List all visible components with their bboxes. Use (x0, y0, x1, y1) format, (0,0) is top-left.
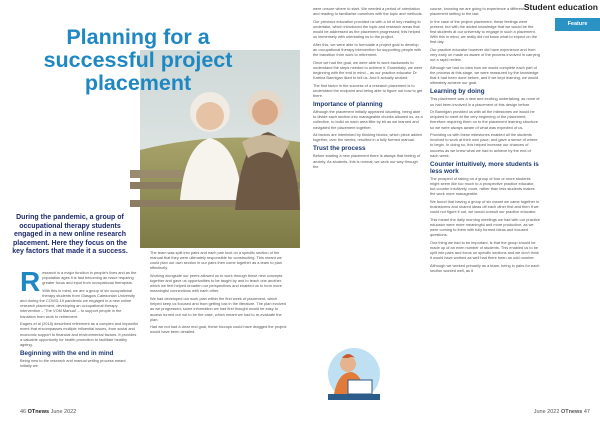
col3-p10: This meant the daily morning meetings we had with our practice educator were more meaningful and more productive, as we were coming to them with fully formed ideas and focused questions. (430, 216, 540, 238)
section-label: Student education (523, 2, 598, 12)
col2-p8: We had developed our work plan within the first week of placement, which helped keep us focused and from getting lost in the literature. The plan evolved as we progressed; some information we had first thought would be easy to access turned out not to be the case, which meant we had to re-evaluate the plan. (150, 296, 286, 322)
col3-heading-2: Counter intuitively, more students is less work (430, 160, 539, 175)
col2-p7: Working alongside our peers allowed us to work through these new concepts together and gave us opportunities to be taught by and to teach one another, which we feel helped broaden our perspectives and enabled us to form more meaningful connections with each other. (150, 273, 283, 294)
footer-left-page: 46 (20, 409, 27, 415)
column-2 (150, 250, 288, 337)
feature-tab (555, 18, 600, 31)
col2-p2: Our previous education provided us with a lot of key reading to undertake, which introduced the topic and research areas that would be addressed as the placement progressed; this helped us immensely with orientating us to the project. (313, 18, 421, 40)
footer-right-mag: OTnews (560, 409, 583, 415)
drop-cap: R (20, 266, 41, 297)
col2-p5: The first factor in the success of a research placement is to understand the endpoint and being able to figure out how to get there. (313, 82, 423, 98)
column-3 (430, 6, 540, 275)
col2-p11: All factors are interlinked by thinking blocks, which piece added together, over the weeks, resulted in a fully formed manual. (313, 132, 422, 143)
lead-paragraph: During the pandemic, a group of occupational therapy students engaged in a new online research placement. Here they focus on the key factors that made it a success. (12, 214, 128, 256)
footer-left (20, 409, 76, 415)
title-line-3: placement (84, 71, 192, 95)
col3-p12: Although we worked primarily as a team, being in pairs for each section worked well, as it (430, 262, 540, 273)
column-1 (20, 266, 138, 371)
title-line-2: successful project (43, 48, 233, 72)
col3-p9: We found that having a group of six meant we came together in brainstorms and shared ideas off each other first and then if we could not figure it out, we would consult our practice educator. (430, 198, 540, 215)
col2-p10: Although the placement initially appeared daunting, being able to divide each section into manageable chunks allowed us, as a collective, to build on each area little by bit as we learned and navigated the placement together. (313, 109, 423, 130)
feature-tab-label: Feature (567, 21, 588, 27)
col3-p6: Dr Bannigan provided us with all the milestones we would be required to meet at the very beginning of the placement, therefore requiring them on to the placement learning structure so we were always aware of what was expected of us. (430, 109, 538, 130)
footer-left-date: June 2022 (50, 409, 77, 415)
col2-p4: Once we had the goal, we were able to work backwards to understand the steps needed to achieve it. Essentially, we were beginning with the end in mind – as our practice educator Dr Katrina Bannigan liked to tell us. And it actually worked. (313, 59, 423, 81)
col1-p1: esearch is a major function in people's lives and as the population ages it is fast becoming an issue requiring greater focus and input from occupational therapists. (42, 270, 137, 286)
col3-p1: course, knowing we are going to experience a different placement setting to the last. (430, 6, 525, 17)
footer-right (470, 409, 590, 415)
col1-p3: Eagers et al (2018) described retirement as a complex and impactful event that encompasses multiple influential issues, from social and economic support to financial and environmental factors. It provides a valuable opportunity for health promotion to facilitate healthy ageing. (20, 321, 138, 347)
footer-left-mag: OTnews (27, 409, 50, 415)
col3-p5: This placement was a new and exciting undertaking, as none of us had been involved in a placement of this design before. (430, 96, 540, 107)
title-line-1: Planning for a (66, 25, 210, 49)
col3-p3: Our practice educator however did have experience and from very early on made us aware of the process involved in carrying out a rapid review. (430, 46, 540, 63)
col3-p2: In the case of the project placement, these feelings were present, but with the added knowledge that we would be the first students at our university to engage in such a placement. With this in mind, we really did not know what to expect on the first day. (430, 18, 538, 45)
col2-p9: Had we not had a clear end goal, these hiccups could have dragged the project would have been derailed. (150, 324, 287, 335)
column-2-top (313, 6, 423, 171)
article-title (20, 26, 256, 95)
col2-p3: After this, we were able to formulate a project goal to develop an occupational therapy intervention for supporting people with the transition from work to retirement. (313, 41, 422, 58)
col3-p11: One thing we had to be important, is that the group should be made up of an even number of students. This enabled us to be split into pairs and focus on specific sections and we don't think it would have worked as well had there been an odd number. (430, 239, 539, 261)
col2-p1: were unsure where to start. We needed a period of orientation and reading to familiarise ourselves with the topic and methods. (313, 6, 423, 17)
col1-p2: With this in mind, we are a group of six occupational therapy students from Glasgow Caledonian University and during the COVID-19 pandemic we engaged in a new online research placement, developing an occupational therapy intervention – 'The VOM Manual' – to support people in the transition from work to retirement. (20, 287, 136, 319)
col1-p4: Being new to the research and manual writing process meant initially we (20, 357, 126, 369)
col2-heading-2: Trust the process (313, 145, 366, 153)
col2-p12: Before starting a new placement there is always that feeling of anxiety. As students, this is normal; we work our way through the (313, 153, 421, 169)
reading-illustration (318, 346, 390, 410)
col2-p6: The team was split into pairs and each pair took on a specific section of the manual that they were ultimately responsible for constructing. This meant we could plan our own section in our pairs then come together as a team to plan effectively. (150, 250, 282, 271)
footer-right-date: June 2022 (533, 409, 560, 415)
footer-right-page: 47 (583, 409, 590, 415)
col3-p8: The prospect of taking on a group of four or more students might seem like too much to a prospective practice educator, but counter intuitively, more, rather than less students makes the work more manageable. (430, 175, 535, 197)
col1-heading-1: Beginning with the end in mind (20, 349, 114, 357)
col3-p7: Providing us with these milestones enabled all the students involved to work at their own pace, and gave a sense of where to begin. In doing so, this helped increase our chances of success as we knew what we had to achieve by the end of each week. (430, 132, 538, 158)
col3-heading-1: Learning by doing (430, 88, 485, 96)
col2-heading-1: Importance of planning (313, 101, 383, 109)
col3-p4: Although we had no idea how we would complete each part of the process at this stage, we were reassured by the knowledge that it had been done before, and if we kept learning, we would ultimately achieve our goal. (430, 64, 539, 86)
